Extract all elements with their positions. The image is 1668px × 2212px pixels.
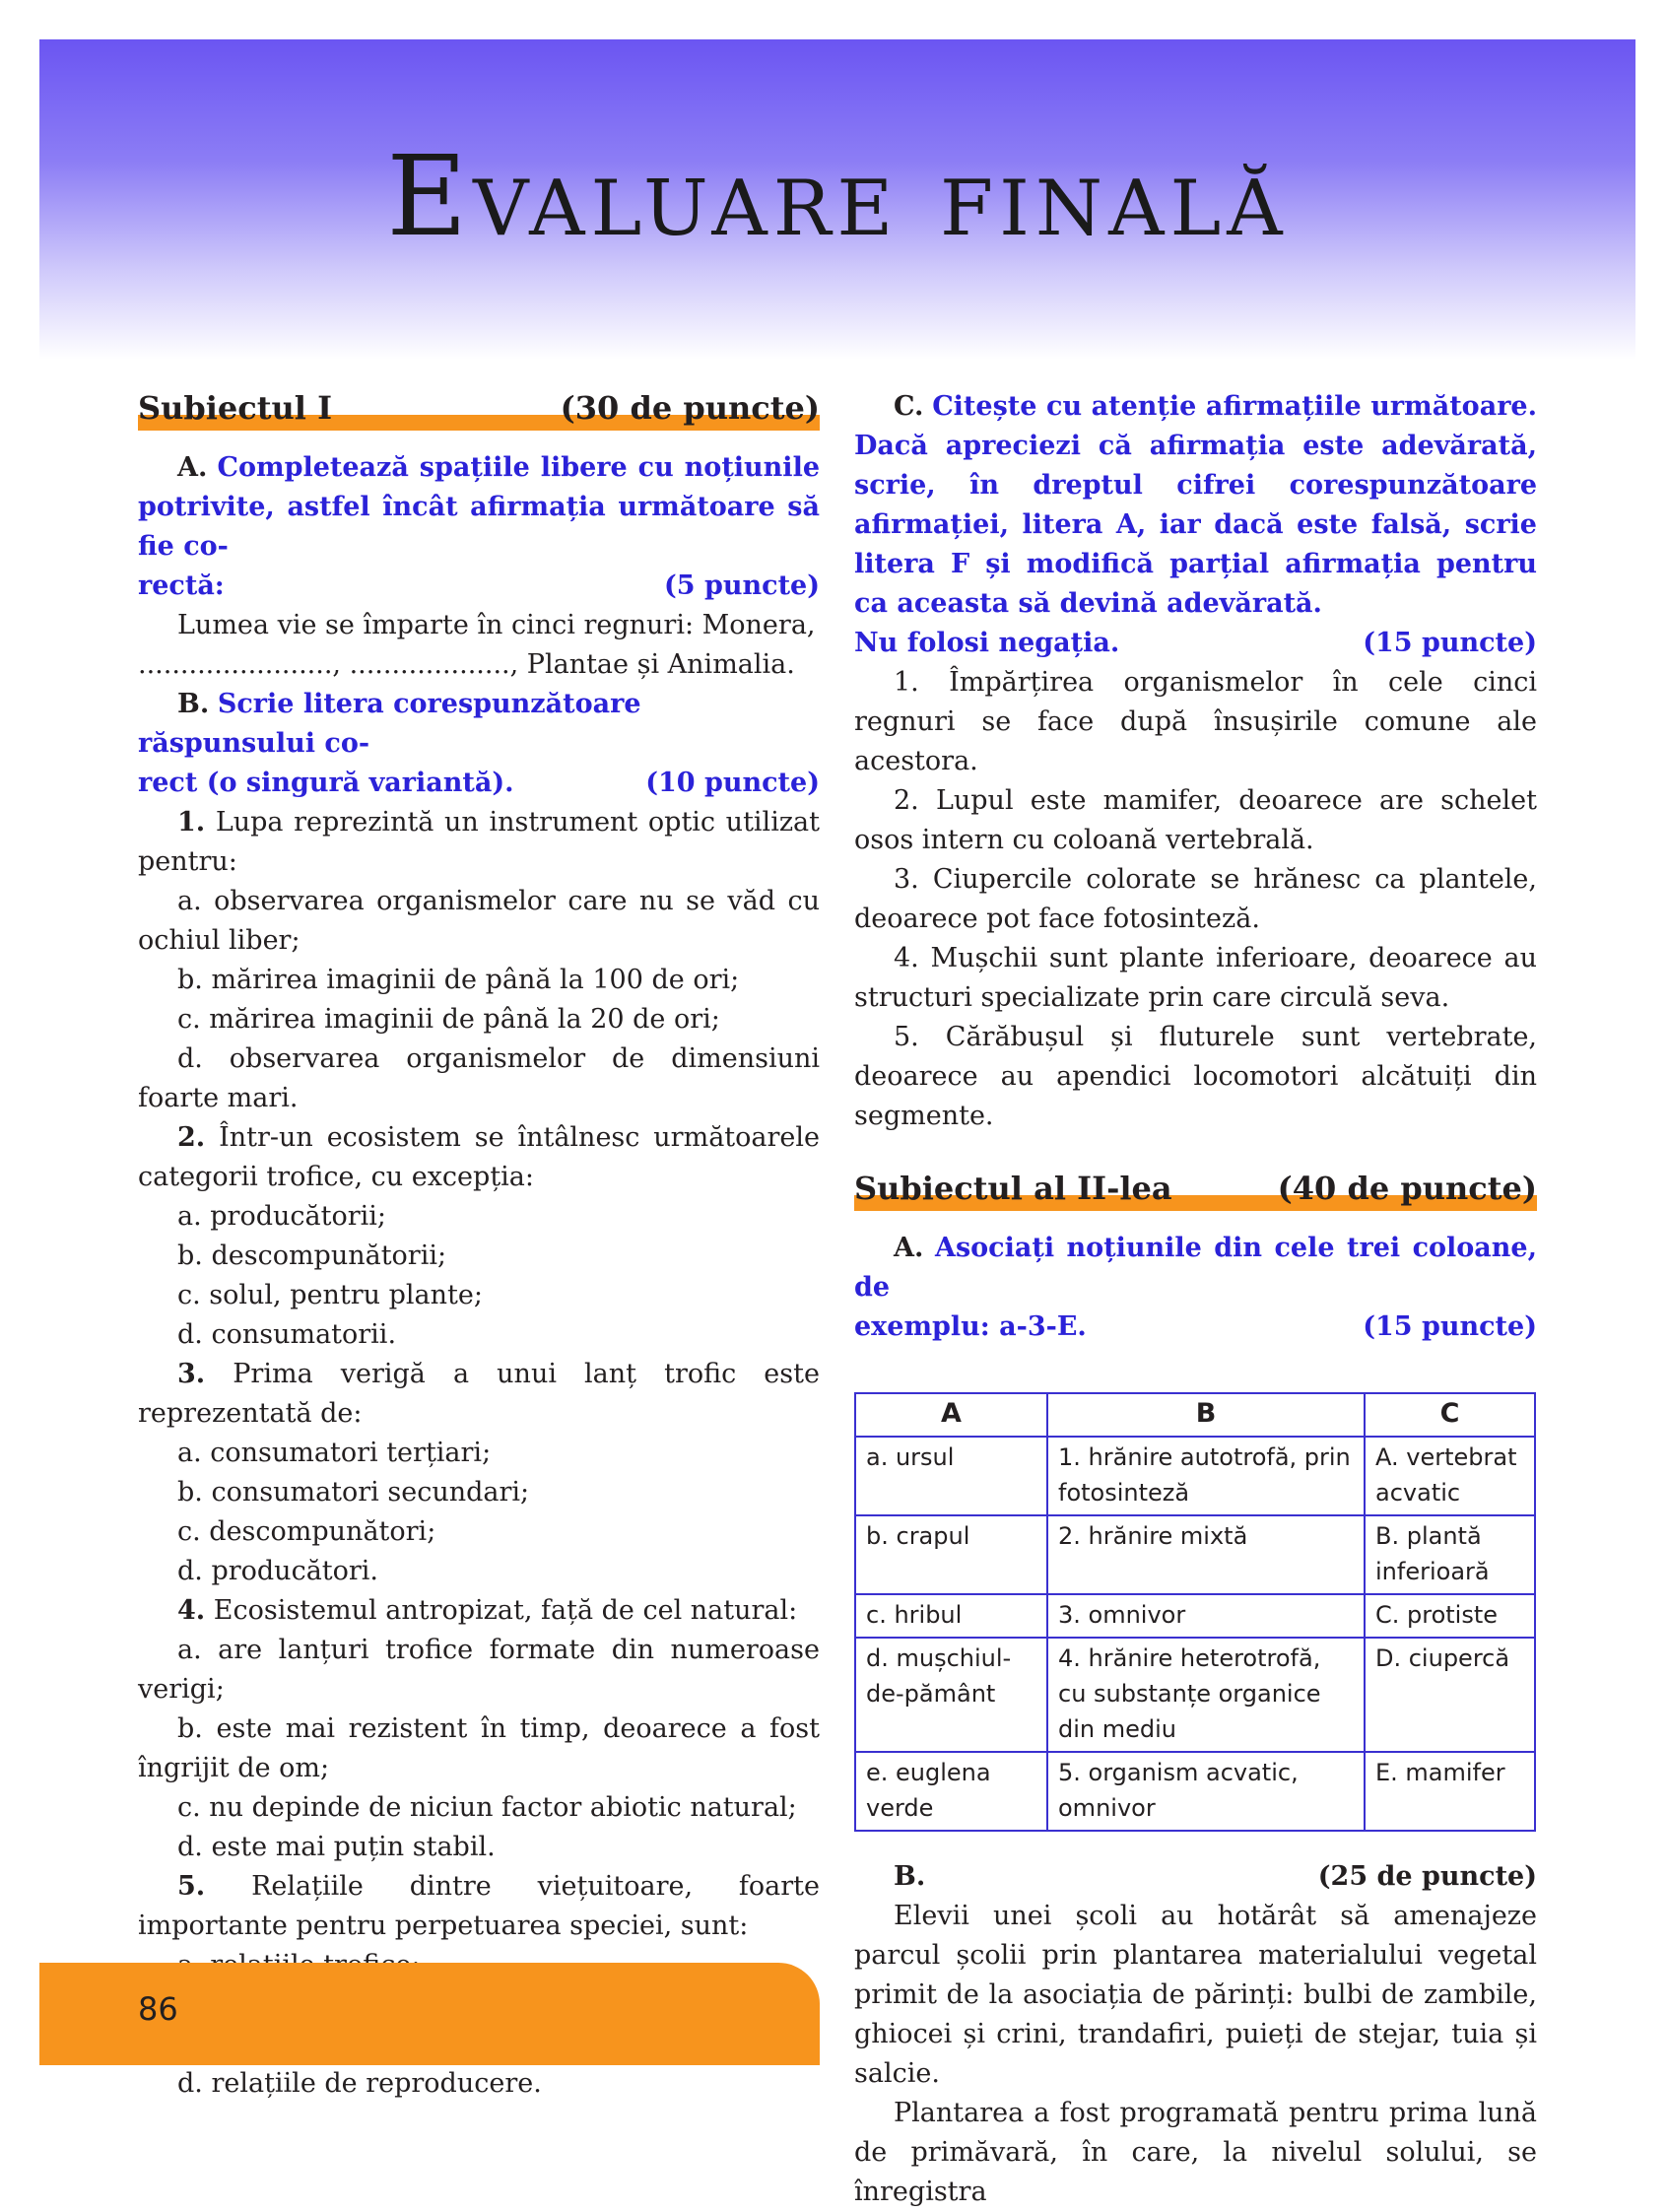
question-2: 2. Într-un ecosistem se întâlnesc următoarele categorii trofice, cu excepția: — [138, 1122, 820, 1192]
statement-2: 2. Lupul este mamifer, deoarece are schelet osos intern cu coloană vertebrală. — [854, 785, 1537, 855]
answer-option: d. relațiile de reproducere. — [177, 2068, 542, 2099]
page-title: Evaluare finală — [386, 133, 1289, 261]
instruction-1A-end: rectă: (5 puncte) — [138, 570, 820, 601]
question-4: 4. Ecosistemul antropizat, față de cel natural: — [177, 1595, 798, 1626]
answer-option: d. este mai puțin stabil. — [177, 1832, 496, 1862]
table-cell: b. crapul — [855, 1515, 1047, 1594]
instruction-1C-end: Nu folosi negația. (15 puncte) — [854, 628, 1537, 658]
table-cell: 2. hrănire mixtă — [1047, 1515, 1365, 1594]
section-points: (40 de puncte) — [1277, 1170, 1537, 1207]
answer-option: c. descompunători; — [177, 1516, 436, 1547]
instruction-1B-end: rect (o singură variantă). (10 puncte) — [138, 768, 820, 798]
answer-option: d. consumatorii. — [177, 1319, 397, 1350]
instruction-1A: A. Completează spațiile libere cu noțiunile potrivite, astfel încât afirmația următoare să fie co- — [138, 452, 820, 562]
paragraph-2B-2: Plantarea a fost programată pentru prima lună de primăvară, în care, la nivelul solului, se înregistra — [854, 2098, 1537, 2207]
answer-option: c. solul, pentru plante; — [177, 1280, 483, 1310]
question-3: 3. Prima verigă a unui lanț trofic este reprezentată de: — [138, 1359, 820, 1429]
table-header: C — [1365, 1393, 1535, 1437]
answer-option: b. este mai rezistent în timp, deoarece a fost îngrijit de om; — [138, 1713, 820, 1783]
table-row — [855, 1752, 1535, 1831]
table-cell: e. euglena verde — [855, 1752, 1047, 1831]
instruction-2A-end: exemplu: a-3-E. (15 puncte) — [854, 1311, 1537, 1342]
text-1A-line2: ......................., ..................., Plantae și Animalia. — [138, 649, 795, 680]
answer-option: a. are lanțuri trofice formate din numeroase verigi; — [138, 1635, 820, 1705]
statement-4: 4. Mușchii sunt plante inferioare, deoarece au structuri specializate prin care circulă seva. — [854, 943, 1537, 1013]
right-column — [854, 389, 1537, 2212]
table-cell: a. ursul — [855, 1437, 1047, 1515]
table-cell: c. hribul — [855, 1594, 1047, 1638]
text-1A-line1: Lumea vie se împarte în cinci regnuri: Monera, — [177, 610, 816, 640]
answer-option: c. mărirea imaginii de până la 20 de ori; — [177, 1004, 720, 1035]
answer-option: d. producători. — [177, 1556, 379, 1586]
instruction-2B: B. (25 de puncte) — [894, 1861, 1537, 1892]
table-row — [855, 1437, 1535, 1515]
table-cell: B. plantă inferioară — [1365, 1515, 1535, 1594]
section-title: Subiectul al II-lea — [854, 1170, 1172, 1207]
table-cell: 5. organism acvatic, omnivor — [1047, 1752, 1365, 1831]
question-5: 5. Relațiile dintre viețuitoare, foarte importante pentru perpetuarea speciei, sunt: — [138, 1871, 820, 1941]
table-cell: C. protiste — [1365, 1594, 1535, 1638]
page-number: 86 — [138, 1990, 178, 2028]
statement-5: 5. Cărăbușul și fluturele sunt vertebrate, deoarece au apendici locomotori alcătuiți din segmente. — [854, 1022, 1537, 1131]
section-header-subject1 — [138, 389, 820, 435]
page-footer — [39, 1963, 820, 2065]
answer-option: a. consumatori terțiari; — [177, 1438, 492, 1468]
answer-option: a. observarea organismelor care nu se văd cu ochiul liber; — [138, 886, 820, 956]
table-header-row — [855, 1393, 1535, 1437]
section-header-subject2 — [854, 1170, 1537, 1215]
answer-option: b. consumatori secundari; — [177, 1477, 530, 1508]
answer-option: b. mărirea imaginii de până la 100 de ori; — [177, 965, 740, 995]
table-row — [855, 1515, 1535, 1594]
answer-option: b. descompunătorii; — [177, 1240, 447, 1271]
association-table — [854, 1392, 1536, 1832]
statement-list — [854, 663, 1537, 1136]
section-title: Subiectul I — [138, 389, 333, 427]
answer-option: a. producătorii; — [177, 1201, 386, 1232]
table-cell: D. ciupercă — [1365, 1638, 1535, 1752]
table-cell: E. mamifer — [1365, 1752, 1535, 1831]
table-cell: 3. omnivor — [1047, 1594, 1365, 1638]
table-cell: 1. hrănire autotrofă, prin fotosinteză — [1047, 1437, 1365, 1515]
section-points: (30 de puncte) — [560, 389, 820, 427]
title-banner — [39, 39, 1635, 360]
table-header: A — [855, 1393, 1047, 1437]
table-row — [855, 1594, 1535, 1638]
question-list — [138, 803, 820, 2104]
table-cell: 4. hrănire heterotrofă, cu substanțe organice din mediu — [1047, 1638, 1365, 1752]
answer-option: c. nu depinde de niciun factor abiotic natural; — [177, 1792, 797, 1823]
instruction-1C: C. Citește cu atenție afirmațiile următoare. Dacă apreciezi că afirmația este adevărată, scrie, în dreptul cifrei corespunzătoare afirmației, litera A, iar dacă este falsă, scrie litera F și modifică parțial afirmația pentru ca aceasta să devină adevărată. — [854, 391, 1537, 619]
instruction-1B: B. Scrie litera corespunzătoare răspunsului co- — [138, 689, 641, 759]
table-cell: A. vertebrat acvatic — [1365, 1437, 1535, 1515]
answer-option: d. observarea organismelor de dimensiuni foarte mari. — [138, 1043, 820, 1113]
table-row — [855, 1638, 1535, 1752]
left-column — [138, 389, 820, 2104]
table-header: B — [1047, 1393, 1365, 1437]
statement-3: 3. Ciupercile colorate se hrănesc ca plantele, deoarece pot face fotosinteză. — [854, 864, 1537, 934]
paragraph-2B-1: Elevii unei școli au hotărât să amenajeze parcul școlii prin plantarea materialului vegetal primit de la asociația de părinți: bulbi de zambile, ghiocei și crini, trandafiri, puieți de stejar, tuia și salcie. — [854, 1901, 1537, 2089]
table-cell: d. mușchiul-de-pământ — [855, 1638, 1047, 1752]
instruction-2A: A. Asociați noțiunile din cele trei coloane, de — [854, 1233, 1537, 1303]
question-1: 1. Lupa reprezintă un instrument optic utilizat pentru: — [138, 807, 821, 877]
statement-1: 1. Împărțirea organismelor în cele cinci regnuri se face după însușirile comune ale acestora. — [854, 667, 1537, 776]
